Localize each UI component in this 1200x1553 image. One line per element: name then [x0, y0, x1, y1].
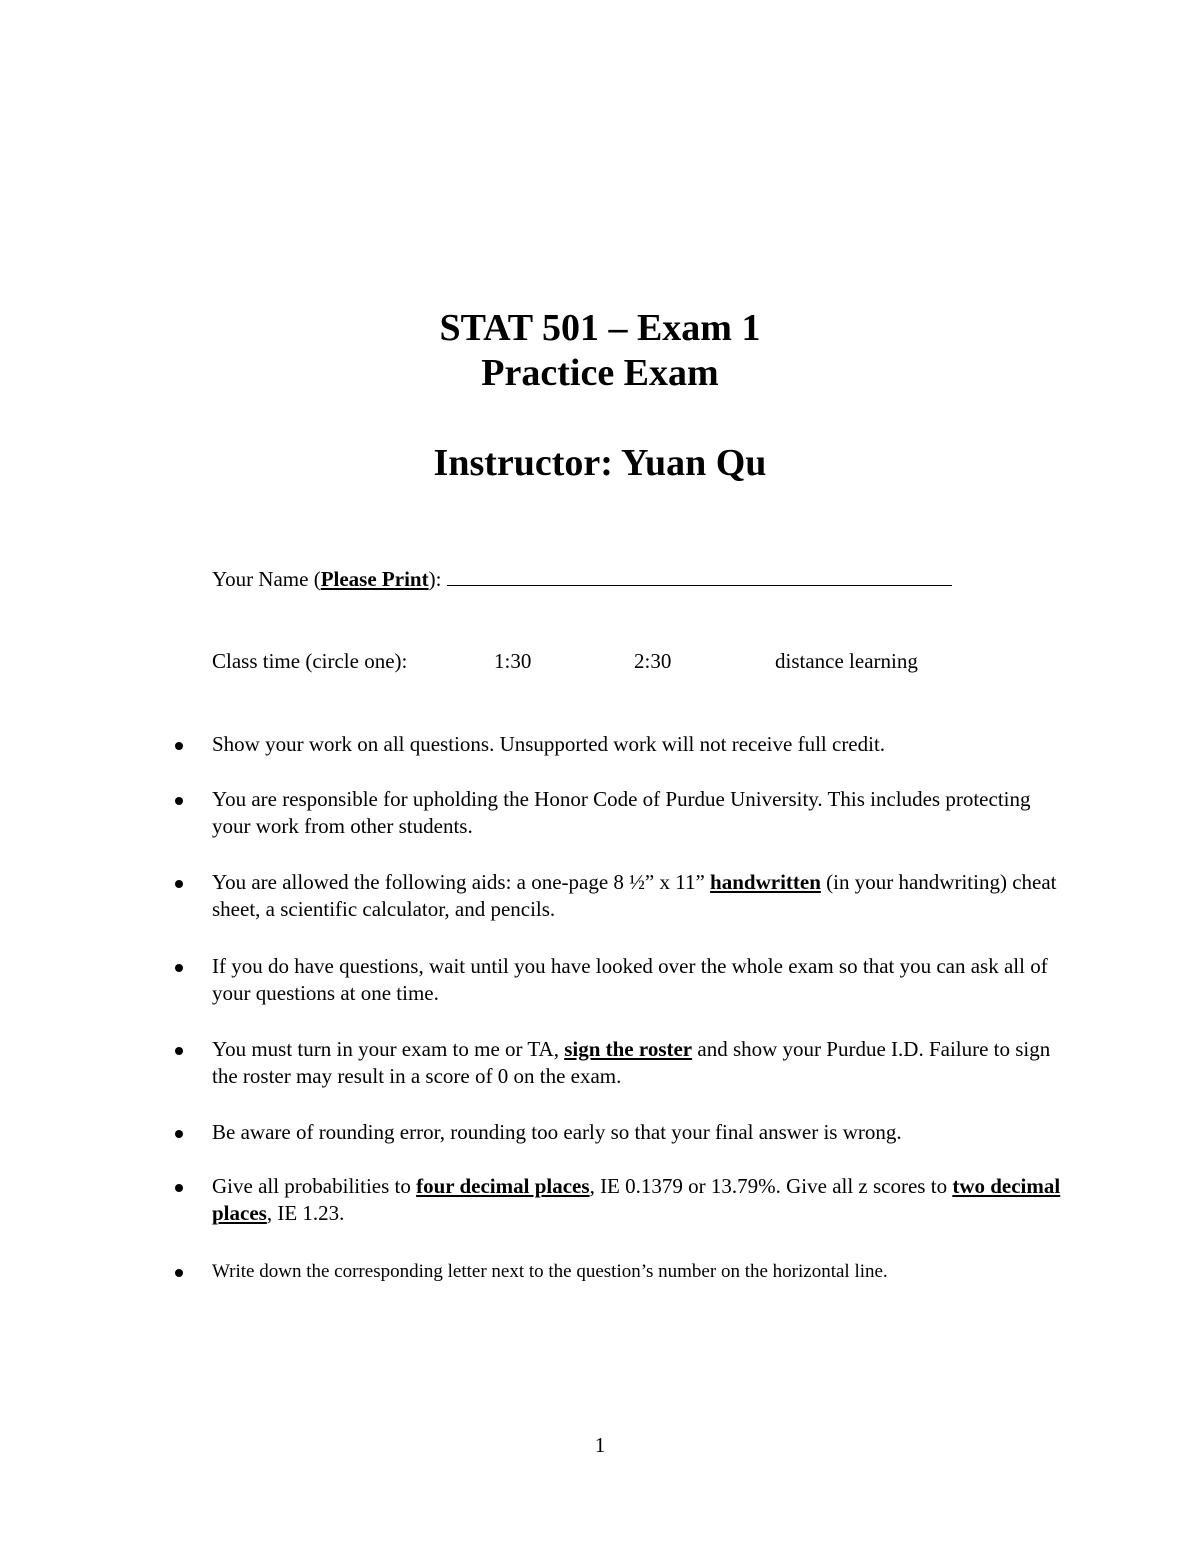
instructor-heading: Instructor: Yuan Qu: [433, 442, 767, 484]
instruction-bullet: [212, 1119, 1072, 1146]
instruction-bullet: [212, 1173, 1072, 1227]
name-label-emphasis: Please Print: [320, 567, 429, 591]
instruction-text-middle: , IE 0.1379 or 13.79%. Give all z scores to: [589, 1174, 953, 1198]
name-label-end: ):: [428, 567, 442, 591]
instruction-bullet: [212, 1036, 1072, 1090]
instruction-text: You are responsible for upholding the Honor Code of Purdue University. This includes protecting your work from other students.: [212, 787, 1031, 838]
instruction-text-end: (in your handwriting) cheat sheet, a scientific calculator, and pencils.: [212, 870, 1057, 921]
class-time-option-3: distance learning: [775, 649, 918, 673]
name-field: [212, 566, 952, 592]
name-blank-line: [447, 567, 952, 586]
instruction-text-start: You must turn in your exam to me or TA,: [212, 1037, 565, 1061]
instruction-text: If you do have questions, wait until you have looked over the whole exam so that you can ask all of your questions at one time.: [212, 954, 1048, 1005]
bullet-dot-icon: [175, 742, 183, 750]
bullet-dot-icon: [175, 1047, 183, 1055]
bullet-dot-icon: [175, 880, 183, 888]
instruction-emphasis: sign the roster: [564, 1037, 693, 1061]
instruction-bullet: [212, 1258, 1072, 1285]
instruction-text-end: and show your Purdue I.D. Failure to sign the roster may result in a score of 0 on the exam.: [212, 1037, 1051, 1088]
page-number: 1: [594, 1433, 606, 1457]
instruction-text: Write down the corresponding letter next to the question’s number on the horizontal line.: [212, 1261, 888, 1282]
exam-title: STAT 501 – Exam 1: [439, 307, 761, 349]
instruction-text-end: , IE 1.23.: [266, 1201, 345, 1225]
bullet-dot-icon: [175, 1130, 183, 1138]
instruction-emphasis: handwritten: [710, 870, 821, 894]
instruction-bullet: [212, 786, 1072, 840]
instruction-text: Show your work on all questions. Unsupported work will not receive full credit.: [212, 732, 886, 756]
instruction-bullet: [212, 731, 1072, 758]
name-label-start: Your Name (: [212, 567, 321, 591]
instruction-text-start: Give all probabilities to: [212, 1174, 417, 1198]
instruction-emphasis-2: two decimal places: [212, 1174, 1061, 1225]
instruction-bullet: [212, 953, 1072, 1007]
bullet-dot-icon: [175, 964, 183, 972]
class-time-field: [212, 648, 972, 674]
bullet-dot-icon: [175, 1184, 183, 1192]
class-time-label: Class time (circle one):: [212, 649, 408, 673]
class-time-option-1: 1:30: [494, 649, 532, 673]
instruction-emphasis: four decimal places: [416, 1174, 590, 1198]
exam-subtitle: Practice Exam: [481, 352, 719, 394]
instruction-text: Be aware of rounding error, rounding too early so that your final answer is wrong.: [212, 1120, 902, 1144]
instruction-bullet: [212, 869, 1072, 923]
bullet-dot-icon: [175, 797, 183, 805]
class-time-option-2: 2:30: [634, 649, 672, 673]
bullet-dot-icon: [175, 1269, 183, 1277]
instruction-text-start: You are allowed the following aids: a one-page 8 ½” x 11”: [212, 870, 711, 894]
